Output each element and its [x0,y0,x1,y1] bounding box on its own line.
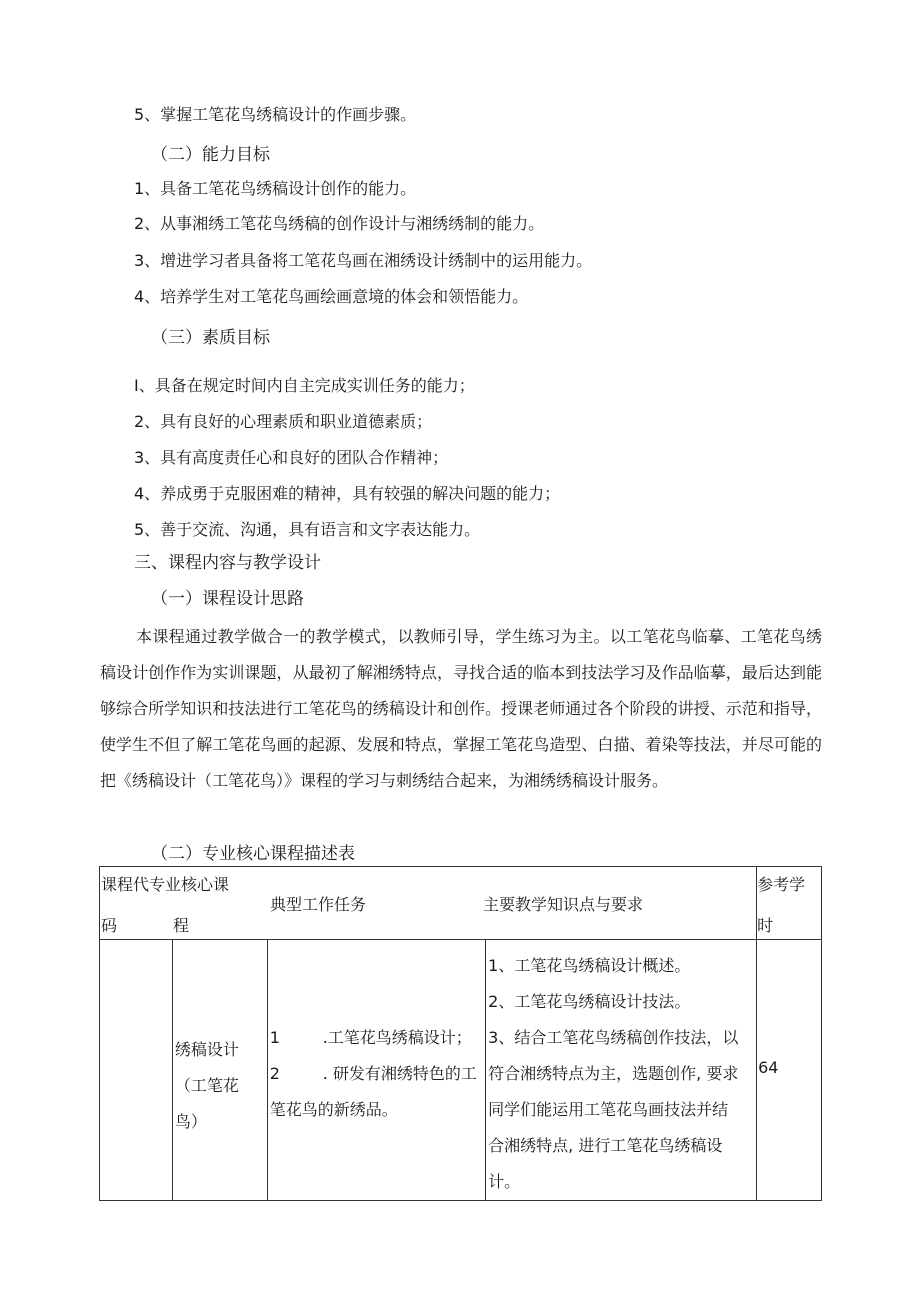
knowledge-line-1: 1、工笔花鸟绣稿设计概述。 [488,956,691,975]
knowledge-line-7: 计。 [488,1172,521,1191]
header-hours-top: 参考学 [757,875,806,894]
table-header-row [100,867,822,940]
table-row [100,940,822,1201]
header-merged-cell [100,867,757,940]
task-2-number: 2 [269,1064,280,1083]
course-name-line-1: 绣稿设计 [174,1040,239,1059]
line-quality-5: 5、善于交流、沟通，具有语言和文字表达能力。 [134,520,481,539]
header-course-bottom: 程 [173,916,190,935]
knowledge-line-2: 2、工笔花鸟绣稿设计技法。 [488,992,691,1011]
heading-design-idea: （一）课程设计思路 [151,589,304,609]
design-idea-paragraph: 本课程通过教学做合一的教学模式，以教师引导，学生练习为主。以工笔花鸟临摹、工笔花鸟绣稿设计创作作为实训课题，从最初了解湘绣特点，寻找合适的临本到技法学习及作品临摹，最后达到能够综合所学知识和技法进行工笔花鸟的绣稿设计和创作。授课老师通过各个阶段的讲授、示范和指导，使学生不但了解工笔花鸟画的起源、发展和特点，掌握工笔花鸟造型、白描、着染等技法，并尽可能的把《绣稿设计（工笔花鸟）》课程的学习与刺绣结合起来，为湘绣绣稿设计服务。 [100,627,822,790]
course-name-line-3: 鸟） [174,1112,207,1131]
line-ability-4: 4、培养学生对工笔花鸟画绘画意境的体会和领悟能力。 [134,287,529,306]
cell-knowledge [486,940,757,1201]
task-1-text: .工笔花鸟绣稿设计； [322,1028,472,1047]
knowledge-line-5: 同学们能运用工笔花鸟画技法并结 [488,1100,729,1119]
section-course-content: 三、课程内容与教学设计 [134,553,321,573]
cell-course-name [172,940,267,1201]
task-2-continued: 笔花鸟的新绣品。 [269,1100,398,1119]
knowledge-line-6: 合湘绣特点, 进行工笔花鸟绣稿设 [488,1136,723,1155]
header-code-top: 课程代 [101,875,150,894]
task-1-number: 1 [269,1028,280,1047]
heading-ability-goals: （二）能力目标 [151,145,270,165]
line-step5: 5、掌握工笔花鸟绣稿设计的作画步骤。 [134,105,417,124]
line-ability-2: 2、从事湘绣工笔花鸟绣稿的创作设计与湘绣绣制的能力。 [134,214,545,233]
knowledge-line-4: 符合湘绣特点为主，选题创作, 要求 [488,1064,739,1083]
header-knowledge: 主要教学知识点与要求 [483,895,644,914]
header-course-top: 专业核心课 [149,875,230,894]
cell-hours [757,940,822,1201]
cell-tasks [267,940,485,1201]
line-quality-2: 2、具有良好的心理素质和职业道德素质； [134,412,433,431]
line-ability-3: 3、增进学习者具备将工笔花鸟画在湘绣设计绣制中的运用能力。 [134,251,593,270]
hours-value: 64 [758,1058,779,1077]
header-hours-cell [757,867,822,940]
header-hours-bottom: 时 [757,916,774,935]
core-course-table [99,866,822,1201]
heading-quality-goals: （三）素质目标 [151,328,270,348]
task-2-text: . 研发有湘绣特色的工 [322,1064,477,1083]
header-tasks: 典型工作任务 [270,895,367,914]
line-ability-1: 1、具备工笔花鸟绣稿设计创作的能力。 [134,179,417,198]
line-quality-1: I、具备在规定时间内自主完成实训任务的能力； [134,376,475,395]
header-code-bottom: 码 [101,916,118,935]
line-quality-4: 4、养成勇于克服困难的精神，具有较强的解决问题的能力； [134,484,561,503]
knowledge-line-3: 3、结合工笔花鸟绣稿创作技法，以 [488,1028,739,1047]
course-name-line-2: （工笔花 [174,1076,239,1095]
table-title: （二）专业核心课程描述表 [151,844,355,864]
line-quality-3: 3、具有高度责任心和良好的团队合作精神； [134,448,449,467]
cell-course-code [100,940,173,1201]
